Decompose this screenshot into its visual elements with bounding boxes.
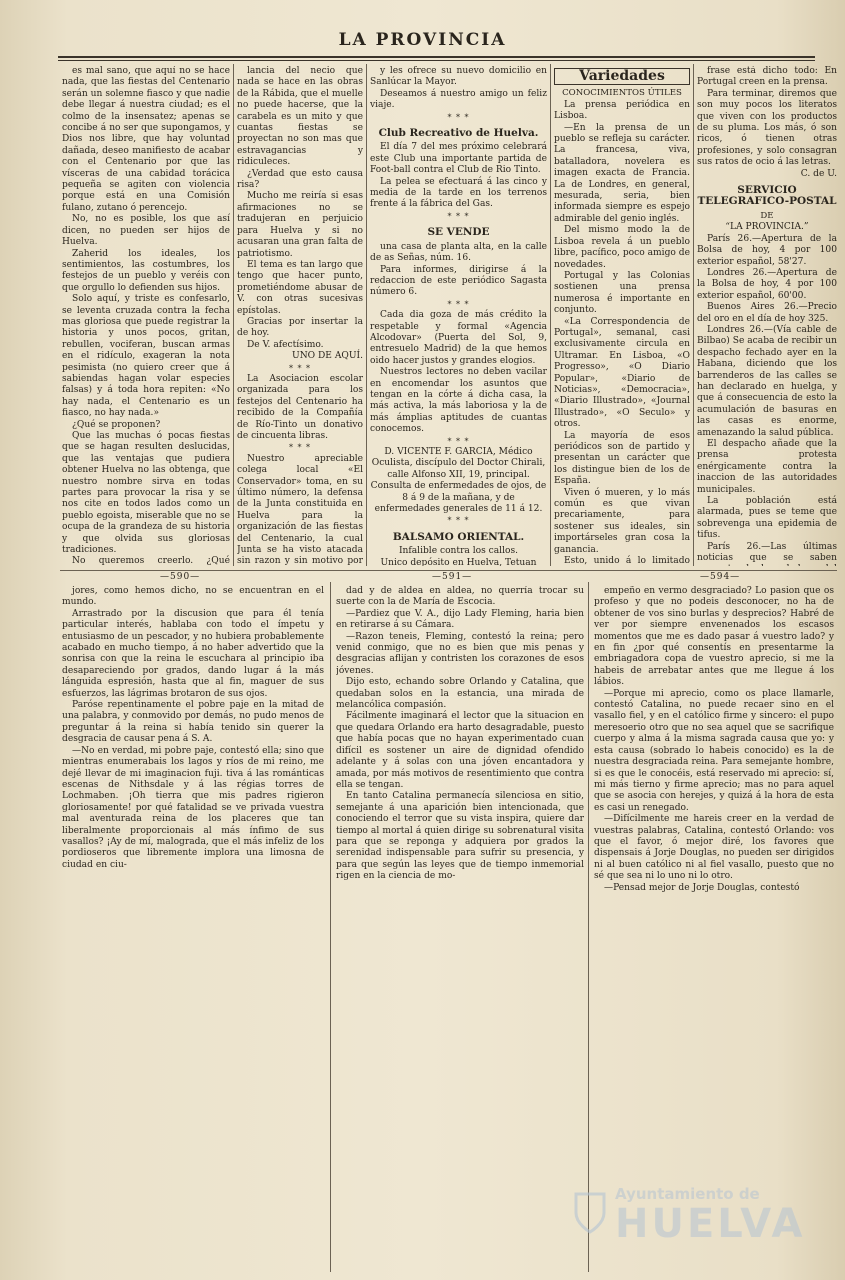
- paragraph: Solo aquí, y triste es confesarlo, se leventa cruzada contra la fecha mas gloriosa que puede registrar la historia y unos pocos, gritan, rebullen, vociferan, buscan armas en el ridículo, exageran la nota pesimista (no quiero creer que á sabiendas hagan volar especies falsas) y á toda hora repiten: «No hay nada, el Centenario es un fiasco, no hay nada.»: [62, 294, 230, 419]
- paragraph: Para informes, dirigirse á la redaccion de este periódico Sagasta número 6.: [370, 264, 547, 298]
- heading: SE VENDE: [427, 226, 490, 239]
- page-number: —591—: [432, 572, 473, 582]
- subheading: DE: [760, 210, 774, 221]
- paragraph: Del mismo modo la de Lisboa revela á un pueblo libre, pacífico, poco amigo de novedades.: [554, 225, 690, 270]
- heading: Club Recreativo de Huelva.: [378, 127, 539, 140]
- paragraph: El despacho añade que la prensa protesta enérgicamente contra la inaccion de las autoridades municipales.: [697, 439, 837, 495]
- servicio-telegrafico-column: [697, 66, 837, 566]
- paragraph: Dijo esto, echando sobre Orlando y Catalina, que quedaban solos en la estancia, una mirada de melancólica compasión.: [336, 677, 584, 711]
- column-divider: [693, 64, 694, 566]
- column-divider: [330, 582, 331, 1272]
- paragraph: calle Alfonso XII, 19, principal.: [387, 469, 530, 480]
- heading: SERVICIO TELEGRAFICO-POSTAL: [697, 184, 837, 208]
- subheading: CONOCIMIENTOS ÚTILES: [562, 88, 682, 99]
- separator-asterisks: * * *: [447, 112, 470, 122]
- paragraph: —Porque mi aprecio, como os place llamarle, contestó Catalina, no puede recaer sino en el vasallo fiel, y en el católico firme y sincero: el pupo meresoerio otro que no sea aquel que se sacrifique cuerpo y alma á la misma sagrada causa que yo: y esta causa (sobrado lo habeis conocido) es la de nuestra desgraciada reina. Para semejante hombre, si es que le conocéis, está reservado mi aprecio: sí, mi más tierno y firme aprecio; mas no para aquel que se asocia con herejes, y quizá á la hora de esta es casi un renegado.: [594, 688, 834, 813]
- separator-asterisks: * * *: [447, 211, 470, 221]
- paragraph: De V. afectísimo.: [247, 339, 324, 350]
- paragraph: frase está dicho todo: En Portugal creen en la prensa.: [697, 66, 837, 88]
- feuilleton-column-2: [336, 586, 584, 1266]
- signature: UNO DE AQUÍ.: [292, 351, 363, 362]
- paragraph: —En la prensa de un pueblo se refleja su carácter. La francesa, viva, batalladora, novelera es imagen exacta de Francia. La de Londres, en general, mesurada, seria, bien informada siempre es espejo admirable del genio inglés.: [554, 122, 690, 224]
- watermark-line-1: Ayuntamiento de: [615, 1185, 760, 1203]
- separator-asterisks: * * *: [288, 443, 312, 453]
- paragraph: La población está alarmada, pues se teme que sobrevenga una epidemia de tifus.: [697, 496, 837, 541]
- paragraph: Buenos Aires 26.—Precio del oro en el día de hoy 325.: [697, 302, 837, 324]
- feuilleton-column-1: [62, 586, 324, 1266]
- variedades-column: [554, 66, 690, 566]
- paragraph: Zaherid los ideales, los sentimientos, las costumbres, los festejos de un pueblo y veréis con que orgullo lo defienden sus hijos.: [62, 248, 230, 293]
- paragraph: París 26.—Apertura de la Bolsa de hoy, 4 por 100 exterior español, 58'27.: [697, 233, 837, 267]
- paragraph: Esto, unido á lo limitado: [564, 556, 690, 566]
- column-divider: [233, 64, 234, 566]
- paragraph: Portugal y las Colonias sostienen una prensa numerosa é importante en conjunto.: [554, 270, 690, 316]
- article-centenario: [62, 66, 230, 566]
- paragraph: Consulta de enfermedades de ojos, de 8 á 9 de la mañana, y de enfermedades generales de 11 á 12.: [370, 481, 547, 515]
- paragraph: jores, como hemos dicho, no se encuentran en el mundo.: [62, 586, 324, 608]
- paragraph: Infalible contra los callos.: [398, 546, 519, 557]
- paragraph: Para terminar, diremos que son muy pocos los literatos que viven con los productos de su pluma. Los más, ó son ricos, ó tienen otras profesiones, y solo consagran sus ratos de ocio á las letras.: [697, 88, 837, 168]
- paragraph: El tema es tan largo que tengo que hacer punto, prometiéndome abusar de V. con otras sucesivas epístolas.: [237, 259, 363, 316]
- paragraph: Paróse repentinamente el pobre paje en la mitad de una palabra, y conmovido por demás, no pudo menos de preguntar á la reina si había tenido sin querer la desgracia de causar pena á S. A.: [62, 700, 324, 745]
- paragraph: Mucho me reiría si esas afirmaciones no se tradujeran en perjuicio para Huelva y si no acusaran una gran falta de patriotismo.: [237, 191, 363, 259]
- separator-asterisks: * * *: [447, 299, 470, 309]
- paragraph: —No en verdad, mi pobre paje, contestó ella; sino que mientras enumerabais los lagos y ríos de mi reino, me dejé llevar de mi imaginacion fuji. tiva á las románticas escenas de Nithsdale y á las régias torres de Lochmaben. ¡Oh tierra que mis padres rigieron gloriosamente! por qué fatalidad se ve privada vuestra mal aventurada reina de los placeres que tan liberalmente proporcionais al más ínfimo de sus vasallos? ¡Ay de mí, malograda, que el más infeliz de los pordioseros que libremente implora una limosna de ciudad en ciu-: [62, 745, 324, 870]
- paragraph: Nuestro apreciable colega local «El Conservador» toma, en su último número, la defensa de la Junta constituida en Huelva para la organización de las fiestas del Centenario, la cual Junta se ha visto atacada sin razon y sin motivo por: [237, 453, 363, 566]
- paragraph: Que las muchas ó pocas fiestas que se hagan resulten deslucidas, que las ventajas que pudiera obtener Huelva no las obtenga, que nuestro nombre sirva en todas partes para provocar la risa y se nos cite en todos lados como un pueblo egoista, miserable que no se ocupa de la grandeza de su historia y que olvida sus gloriosas tradiciones.: [62, 431, 230, 556]
- paragraph: es mal sano, que aquí no se hace nada, que las fiestas del Centenario serán un solemne fiasco y que nadie debe llegar á nuestra ciudad; es el colmo de la insensatez; apenas se concibe á no ser que supongamos, y Dios nos libre, que hay voluntad dañada, deseo manifiesto de acabar con el Centenario por que las vísceras de una cabidad torácica pequeña se agiten con violencia porque está en una Comisión fulano, zutano ó perencejo.: [62, 66, 230, 213]
- column-divider: [550, 64, 551, 566]
- paragraph: Londres 26.—Apertura de la Bolsa de hoy, 4 por 100 exterior español, 60'00.: [697, 267, 837, 301]
- section-heading: Variedades: [554, 68, 690, 85]
- page-number: —594—: [700, 572, 741, 582]
- paragraph: —Difícilmente me hareis creer en la verdad de vuestras palabras, Catalina, contestó Orlando: vos que el favor, ó mejor diré, los favores que dispensais á Jorje Douglas, no pueden ser dirigidos ni al buen católico ni al fiel vasallo, puesto que no sé que sea ni lo uno ni lo otro.: [594, 814, 834, 882]
- section-separator: [60, 570, 837, 571]
- paragraph: La Asociacion escolar organizada para los festejos del Centenario ha recibido de la Compañía de Río-Tinto un donativo de cincuenta libras.: [237, 373, 363, 441]
- column-2: [237, 66, 363, 566]
- heading: BALSAMO ORIENTAL.: [392, 530, 525, 543]
- paragraph-title: La prensa periódica en Lisboa.: [554, 99, 690, 122]
- paragraph: Deseamos á nuestro amigo un feliz viaje.: [370, 88, 547, 111]
- paragraph: empeño en vermo desgraciado? Lo pasion que os profeso y que no podeis desconocer, no ha de obtener de vos sino burlas y desprecios? Habré de ver por siempre envenenados los escasos momentos que me es dado pasar á vuestro lado? y en fin ¿por qué consentís en presentarme la embriagadora copa de vuestro aprecio, si me la habeis de arrebatar antes que me llegue á los lábios.: [594, 586, 834, 688]
- paragraph: La mayoría de esos periódicos son de partido y presentan un carácter que los distingue bien de los de España.: [554, 430, 690, 487]
- paragraph: Viven ó mueren, y lo más común es que vivan precariamente, para sostener sus ideales, sin importárseles gran cosa la ganancia.: [554, 487, 690, 555]
- archive-watermark: [615, 1185, 835, 1245]
- paragraph: Cada dia goza de más crédito la respetable y formal «Agencia Alcodovar» (Puerta del Sol, 9, entresuelo Madrid) de la que hemos oido hacer justos y grandes elogios.: [370, 310, 547, 366]
- advert-title: D. VICENTE F. GARCIA, Médico Oculista, discípulo del Doctor Chirali,: [371, 447, 546, 469]
- paragraph: dad y de aldea en aldea, no querría trocar su suerte con la de María de Escocia.: [336, 586, 584, 608]
- shield-icon: [573, 1191, 607, 1235]
- column-divider: [588, 582, 589, 1272]
- page-number: —590—: [160, 572, 201, 582]
- paragraph: ¿Verdad que esto causa risa?: [237, 168, 363, 191]
- separator-asterisks: * * *: [447, 436, 470, 446]
- paragraph: Fácilmente imaginará el lector que la situacion en que quedara Orlando era harto desagradable, puesto que había pocas que no hayan experimentado cuan difícil es sostener un aire de dignidad ofendido adelante y á solas con una jóven encantadora y amada, por más motivos de resentimiento que contra ella se tengan.: [336, 711, 584, 790]
- paragraph: —Pardiez que V. A., dijo Lady Fleming, haria bien en retirarse á su Cámara.: [336, 608, 584, 631]
- paragraph: y les ofrece su nuevo domicilio en Sanlúcar la Mayor.: [370, 66, 547, 88]
- paragraph: Unico depósito en Huelva, Tetuan: [380, 557, 537, 566]
- masthead-rule-thin: [58, 60, 815, 61]
- watermark-line-2: HUELVA: [615, 1201, 806, 1247]
- paragraph: —Pensad mejor de Jorje Douglas, contestó: [604, 882, 800, 893]
- paragraph: ¿Qué se proponen?: [72, 419, 161, 430]
- paragraph: No, no es posible, los que así dicen, no pueden ser hijos de Huelva.: [62, 214, 230, 248]
- column-3: [370, 66, 547, 566]
- paragraph: Arrastrado por la discusion que para él tenía particular interés, hablaba con todo el ímpetu y entusiasmo de un pescador, y no hubiera probablemente acabado en mucho tiempo, á no haber advertido que la sonrisa con que la reina le escuchara al principio iba desapareciendo por grados, dando lugar á la más lánguida espresión, hasta que al fin, maguer de sus esfuerzos, las lágrimas brotaron de sus ojos.: [62, 608, 324, 699]
- column-divider: [366, 64, 367, 566]
- paragraph: «La Correspondencia de Portugal», semanal, casi exclusivamente circula en Ultramar. En Lisboa, «O Progresso», «O Diario Popular», «Diario de Noticias», «Democracia», «Diario Illustrado», «Journal Illustrado», «O Seculo» y otros.: [554, 316, 690, 430]
- paragraph: La pelea se efectuará á las cinco y media de la tarde en los terrenos frente á la fábrica del Gas.: [370, 176, 547, 210]
- newspaper-title: LA PROVINCIA: [338, 30, 507, 50]
- paragraph: En tanto Catalina permanecía silenciosa en sitio, semejante á una aparición bien intencionada, que conociendo el terror que su vista inspira, quiere dar tiempo al mortal á quien dirige su sobrenatural visita para que se reponga y adquiera por grados la serenidad indispensable para sufrir su presencia, y para que según las leyes que de tiempo inmemorial rigen en la ciencia de mo-: [336, 791, 584, 882]
- paragraph: El día 7 del mes próximo celebrará este Club una importante partida de Foot-ball contra el Club de Rio Tinto.: [370, 142, 547, 176]
- paragraph: Londres 26.—(Vía cable de Bilbao) Se acaba de recibir un despacho fechado ayer en la Habana, diciendo que los barrenderos de las calles se han declarado en huelga, y que á consecuencia de esto la acumulación de basuras en las casas es enorme, amenazando la salud pública.: [697, 324, 837, 438]
- paragraph: No queremos creerlo. ¿Qué: [72, 556, 230, 566]
- paragraph: Nuestros lectores no deben vacilar en encomendar los asuntos que tengan en la córte á dicha casa, la más activa, la más laboriosa y la de más ámplias aptitudes de cuantas conocemos.: [370, 367, 547, 435]
- paragraph: Gracias por insertar la de hoy.: [237, 316, 363, 339]
- separator-asterisks: * * *: [447, 516, 470, 526]
- paragraph: París 26.—Las últimas noticias que se saben: [697, 541, 837, 564]
- paragraph: una casa de planta alta, en la calle de as Señas, núm. 16.: [370, 241, 547, 264]
- masthead-rule: [58, 56, 815, 58]
- feuilleton-column-3: [594, 586, 834, 1266]
- separator-asterisks: * * *: [288, 363, 312, 373]
- paragraph: lancia del necio que nada se hace en las obras de la Rábida, que el muelle no puede hacerse, que la carabela es un mito y que cuantas fiestas se proyectan no son mas que estravagancias y ridiculeces.: [237, 66, 363, 168]
- paragraph: —Razon teneis, Fleming, contestó la reina; pero venid conmigo, que no es bien que mis penas y desgracias aflijan y contristen los corazones de esos jóvenes.: [336, 631, 584, 676]
- subheading: “LA PROVINCIA.”: [725, 222, 809, 233]
- signature: C. de U.: [800, 168, 837, 179]
